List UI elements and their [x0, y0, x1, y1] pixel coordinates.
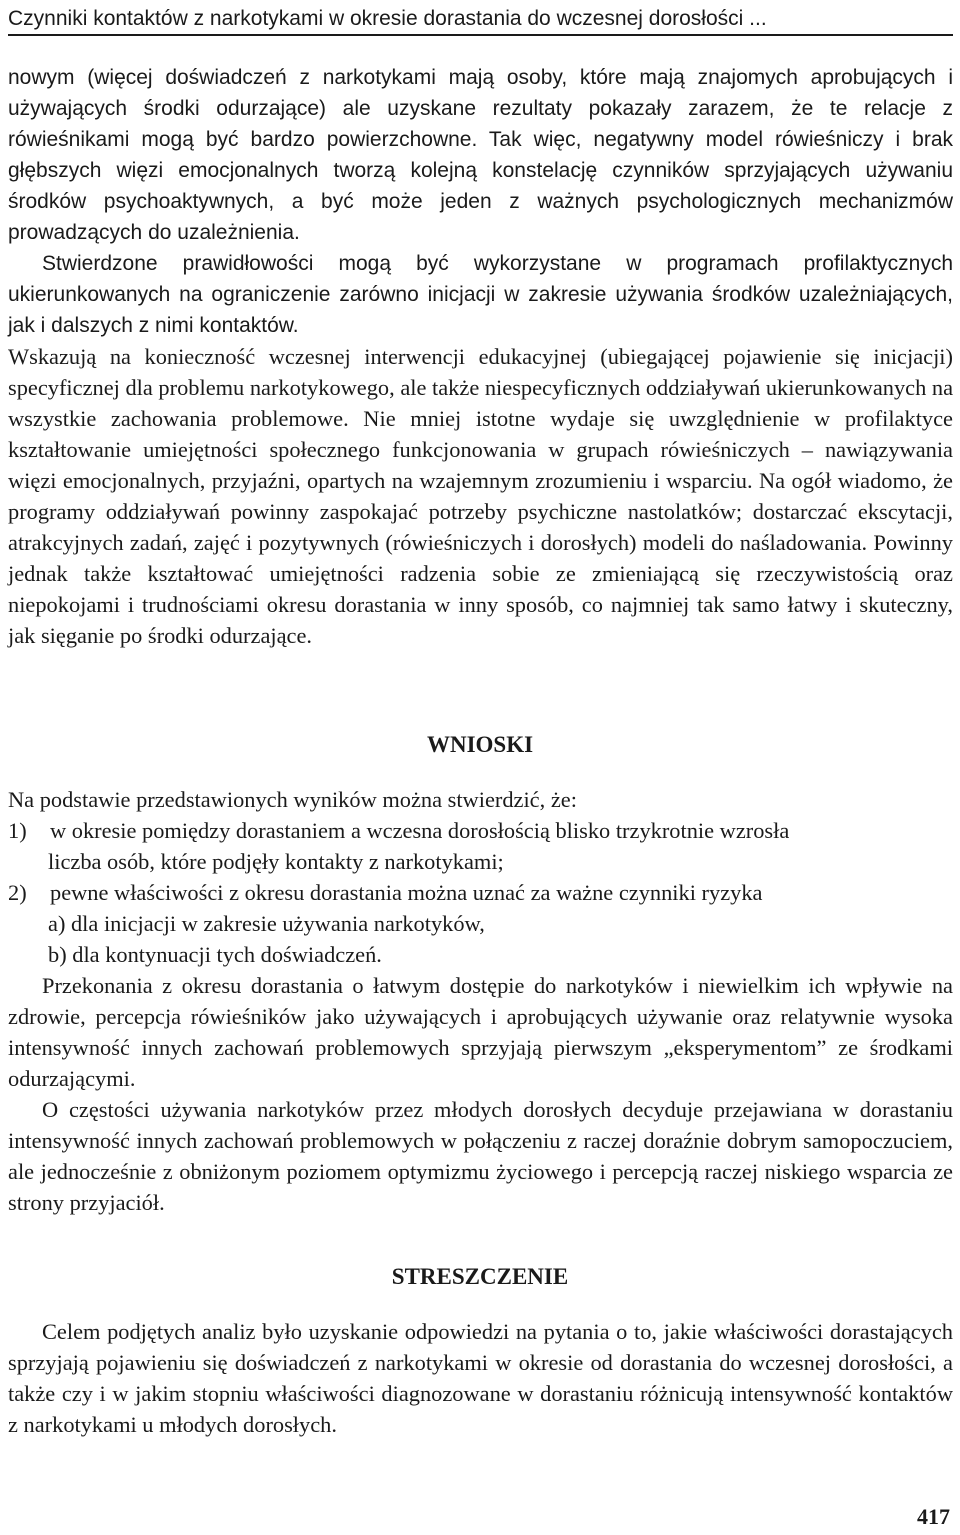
- conclusions-paragraph-2: O częstości używania narkotyków przez młodych dorosłych decyduje przejawiana w dorastaniu intensywność innych zachowań problemowych w połączeniu z raczej doraźnie dobrym samopoczuciem, ale jednocześnie z obniżonym poziomem optymizmu życiowego i percepcją raczej niskiego wsparcia ze strony przyjaciół.: [8, 1097, 953, 1215]
- running-header: Czynniki kontaktów z narkotykami w okresie dorastania do wczesnej dorosłości ...: [8, 4, 953, 36]
- conclusion-item-2a: a) dla inicjacji w zakresie używania narkotyków,: [48, 911, 485, 936]
- conclusion-item-2b: b) dla kontynuacji tych doświadczeń.: [48, 942, 382, 967]
- body-paragraph-1: nowym (więcej doświadczeń z narkotykami mają osoby, które mają znajomych aprobujących i używających środki odurzające) ale uzyskane rezultaty pokazały zarazem, że te relacje z rówieśnikami mogą być bardzo powierzchowne. Tak więc, negatywny model rówieśniczy i brak głębszych więzi emocjonalnych tworzą kolejną konstelację czynników sprzyjających używaniu środków psychoaktywnych, a być może jeden z ważnych psychologicznych mechanizmów prowadzących do uzależnienia.: [8, 66, 953, 244]
- body-paragraph-2b: Wskazują na konieczność wczesnej interwencji edukacyjnej (ubiegającej pojawienie się inicjacji) specyficznej dla problemu narkotykowego, ale także niespecyficznych oddziaływań ukierunkowanych na wszystkie zachowania problemowe. Nie mniej istotne wydaje się uwzględnienie w profilaktyce kształtowanie umiejętności społecznego funkcjonowania w grupach rówieśniczych – nawiązywania więzi emocjonalnych, przyjaźni, opartych na wzajemnym zrozumieniu i wsparciu. Na ogół wiadomo, że programy oddziaływań powinny zaspokajać potrzeby psychiczne nastolatków; dostarczać ekscytacji, atrakcyjnych zadań, zajęć i pozytywnych (rówieśniczych i dorosłych) modeli do naśladowania. Powinny jednak także kształtować umiejętności radzenia sobie ze zmieniającą się rzeczywistością oraz niepokojami i trudnościami okresu dorastania w inny sposób, co najmniej tak samo łatwy i skuteczny, jak sięganie po środki odurzające.: [8, 344, 954, 648]
- conclusions-intro: Na podstawie przedstawionych wyników można stwierdzić, że:: [8, 787, 577, 812]
- conclusion-item-1-number: 1): [8, 818, 27, 843]
- summary-paragraph: Celem podjętych analiz było uzyskanie odpowiedzi na pytania o to, jakie właściwości dorastających sprzyjają pojawieniu się doświadczeń z narkotykami w okresie od dorastania do wczesnej dorosłości, a także czy i w jakim stopniu właściwości diagnozowane w dorastaniu różnicują intensywność kontaktów z narkotykami u młodych dorosłych.: [8, 1319, 953, 1437]
- summary-heading: STRESZCZENIE: [391, 1264, 569, 1289]
- page-number: 417: [917, 1504, 950, 1529]
- conclusion-item-1-text: w okresie pomiędzy dorastaniem a wczesna dorosłością blisko trzykrotnie wzrosła: [50, 818, 790, 843]
- conclusions-paragraph-1: Przekonania z okresu dorastania o łatwym dostępie do narkotyków i niewielkim ich wpływie na zdrowie, percepcja rówieśników jako używających i aprobujących używanie oraz relatywnie wysoka intensywność innych zachowań problemowych sprzyjają pierwszym „eksperymentom” ze środkami odurzającymi.: [8, 973, 953, 1091]
- conclusion-item-2-number: 2): [8, 880, 27, 905]
- conclusion-item-1: [8, 815, 953, 846]
- body-paragraph-2a: Stwierdzone prawidłowości mogą być wykorzystane w programach profilaktycznych ukierunkowanych na ograniczenie zarówno inicjacji w zakresie używania środków uzależniających, jak i dalszych z nimi kontaktów.: [8, 252, 953, 337]
- conclusion-item-2: [8, 877, 953, 908]
- conclusion-item-2-text: pewne właściwości z okresu dorastania można uznać za ważne czynniki ryzyka: [50, 880, 763, 905]
- conclusions-heading: WNIOSKI: [426, 732, 534, 757]
- conclusion-item-1-continuation: liczba osób, które podjęły kontakty z narkotykami;: [48, 849, 504, 874]
